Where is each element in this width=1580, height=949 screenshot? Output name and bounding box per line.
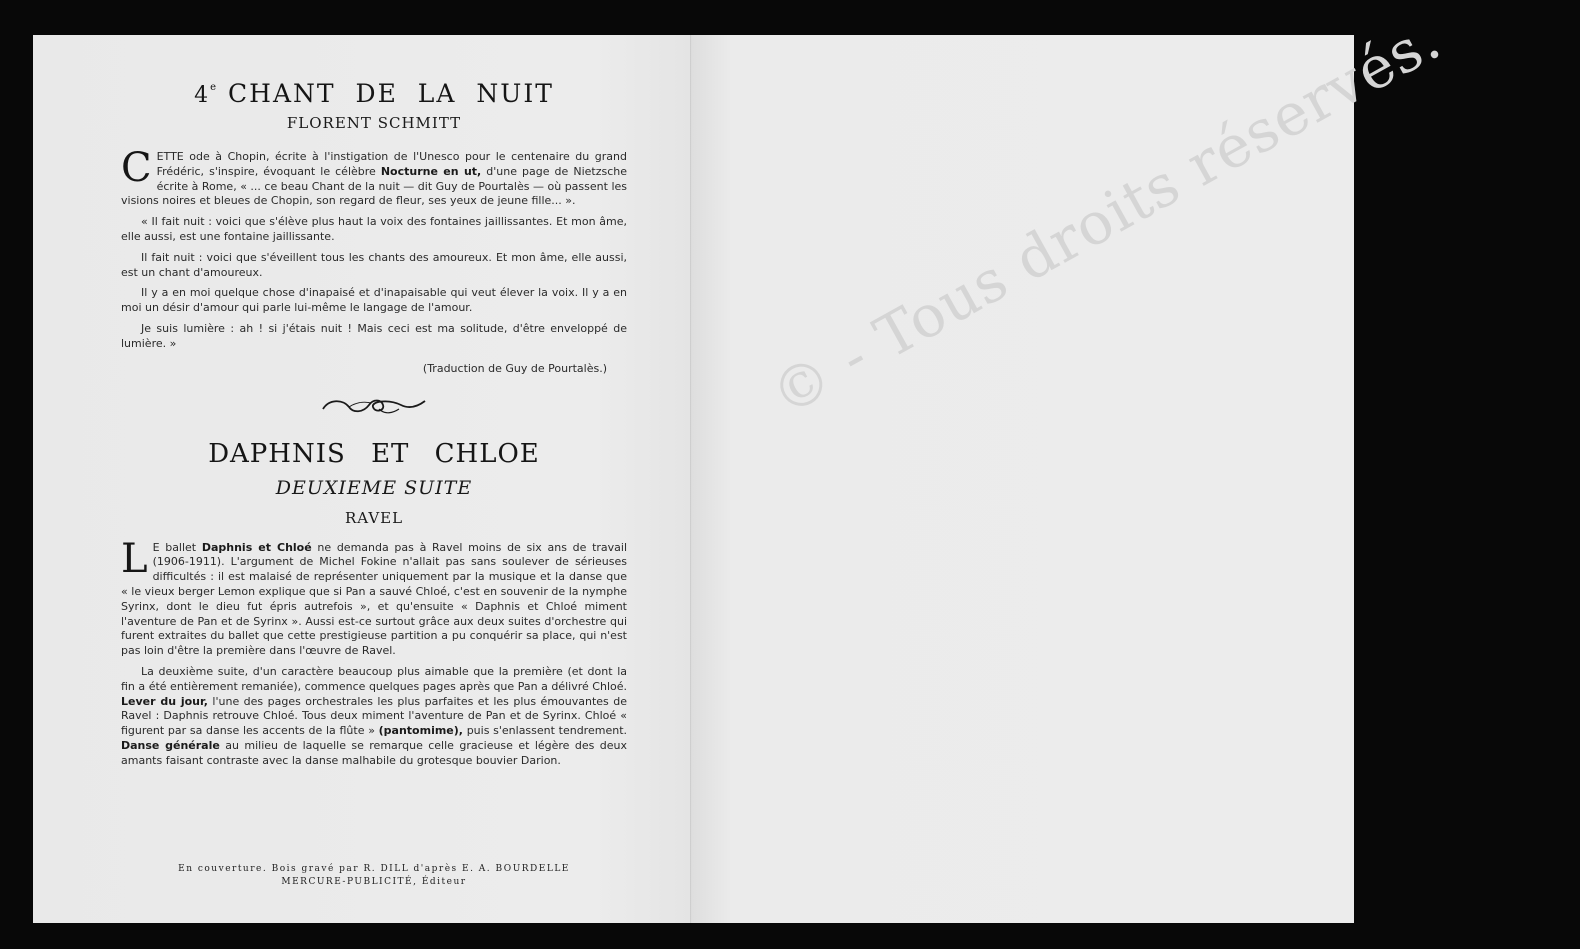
chant-text (121, 145, 628, 352)
daphnis-p1-bold: Daphnis et Chloé (201, 540, 312, 554)
daphnis-paragraph-1 (121, 535, 628, 659)
chant-p1-bold: Nocturne en ut, (380, 164, 482, 178)
daphnis-composer: RAVEL (344, 508, 404, 527)
chant-dropcap: C (121, 145, 152, 191)
daphnis-title: DAPHNIS ET CHLOE (208, 438, 540, 469)
daphnis-subtitle: DEUXIEME SUITE (275, 476, 473, 499)
chant-number: 4 (194, 83, 211, 108)
flourish-icon (319, 393, 429, 419)
daphnis-p2-text-b: l'une des pages orchestrales les plus parfaites et les plus émouvantes de Ravel : Daphnis retrouve Chloé. Tous deux miment l'aventure de Pan et de Syrinx. Chloé « figurent par sa danse les accents de la flûte » (121, 694, 627, 738)
daphnis-p1-text-b: ne demanda pas à Ravel moins de six ans de travail (1906-1911). L'argument de Michel Fokine n'allait pas sans soulever de sérieuses difficultés : il est malaisé de représenter uniquement par la musique et la danse que « le vieux berger Lemon explique que si Pan a sauvé Chloé, c'est en souvenir de la nymphe Syrinx, dont le dieu fut épris autrefois », et qu'ensuite « Daphnis et Chloé miment l'aventure de Pan et de Syrinx ». Aussi est-ce surtout grâce aux deux suites d'orchestre qui furent extraites du ballet que cette prestigieuse partition a pu conquérir sa place, qui n'est pas loin d'être la première dans l'œuvre de Ravel. (121, 540, 628, 658)
colophon-line-2: MERCURE-PUBLICITÉ, Éditeur (281, 877, 467, 887)
copyright-watermark: © - Tous droits réservés. (760, 4, 1452, 430)
daphnis-p2-text-c: puis s'enlassent tendrement. (462, 724, 627, 738)
left-page-content (121, 79, 627, 775)
chant-composer: FLORENT SCHMITT (286, 114, 462, 132)
chant-title-text: CHANT DE LA NUIT (228, 79, 554, 108)
daphnis-paragraph-2 (121, 665, 627, 769)
chant-p1-text-b: d'une page de Nietzsche écrite à Rome, « ... ce beau Chant de la nuit — dit Guy de Pourtalès — où passent les visions noires et bleues de Chopin, son regard de fleur, ses yeux de jeune fille... ». (121, 164, 628, 208)
chant-paragraph-5: Je suis lumière : ah ! si j'étais nuit ! Mais ceci est ma solitude, d'être enveloppé de lumière. » (121, 321, 627, 350)
daphnis-p2-text-d: au milieu de laquelle se remarque celle gracieuse et légère des deux amants faisant contraste avec la danse malhabile du grotesque bouvier Darion. (121, 738, 627, 767)
daphnis-p2-bold-2: (pantomime), (378, 724, 463, 738)
daphnis-text (121, 535, 628, 769)
left-page (33, 35, 692, 923)
daphnis-p1-text-a: E ballet (152, 540, 202, 554)
daphnis-p2-text-a: La deuxième suite, d'un caractère beaucoup plus aimable que la première (et dont la fin a été entièrement remaniée), commence quelques pages après que Pan a délivré Chloé. (121, 664, 627, 693)
translation-credit: (Traduction de Guy de Pourtalès.) (422, 361, 607, 375)
chant-paragraph-1 (121, 145, 628, 209)
chant-paragraph-4: Il y a en moi quelque chose d'inapaisé et d'inapaisable qui veut élever la voix. Il y a en moi un désir d'amour qui parle lui-même le langage de l'amour. (121, 286, 627, 315)
chant-paragraph-3: Il fait nuit : voici que s'éveillent tous les chants des amoureux. Et mon âme, elle aussi, est un chant d'amoureux. (121, 250, 627, 279)
chant-title (121, 79, 627, 108)
chant-p1-text-a: ETTE ode à Chopin, écrite à l'instigation de l'Unesco pour le centenaire du grand Frédéric, s'inspire, évoquant le célèbre (156, 150, 627, 178)
flourish-ornament (121, 393, 627, 423)
colophon-line-1: En couverture. Bois gravé par R. DILL d'après E. A. BOURDELLE (178, 864, 570, 874)
daphnis-p2-bold-1: Lever du jour, (121, 694, 208, 708)
daphnis-p2-bold-3: Danse générale (121, 738, 220, 752)
chant-number-suffix: e (210, 82, 219, 93)
colophon (121, 863, 627, 889)
daphnis-dropcap: L (121, 535, 148, 582)
chant-paragraph-2: « Il fait nuit : voici que s'élève plus haut la voix des fontaines jaillissantes. Et mon âme, elle aussi, est une fontaine jaillissante. (121, 215, 627, 243)
